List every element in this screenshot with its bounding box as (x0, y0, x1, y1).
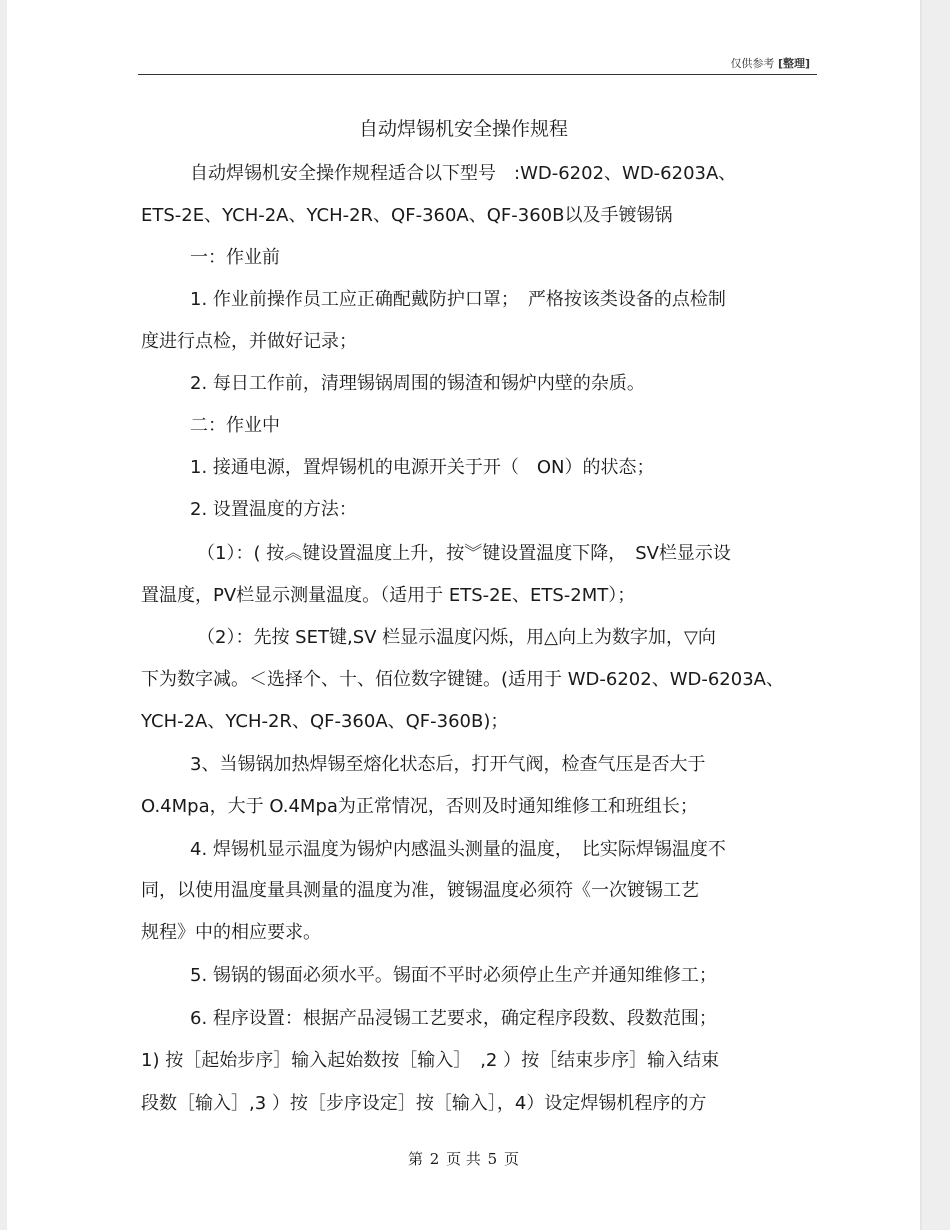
body-line: 2. 每日工作前，清理锡锅周围的锡渣和锡炉内壁的杂质。 (190, 373, 645, 394)
body-line: 1. 接通电源，置焊锡机的电源开关于开（ ON）的状态； (190, 457, 655, 478)
section-heading-before-work: 一：作业前 (190, 247, 280, 268)
body-line: ETS-2E、YCH-2A、YCH-2R、QF-360A、QF-360B以及手镀锡锅 (141, 205, 673, 226)
body-line: （2）：先按 SET键,SV 栏显示温度闪烁，用△向上为数字加，▽向 (197, 627, 716, 648)
body-line: 自动焊锡机安全操作规程适合以下型号 :WD-6202、WD-6203A、 (190, 163, 737, 184)
footer-suffix: 页 (504, 1150, 520, 1168)
page-footer (7, 1148, 920, 1169)
body-line: 6. 程序设置：根据产品浸锡工艺要求，确定程序段数、段数范围； (190, 1008, 717, 1029)
body-line: 3、当锡锅加热焊锡至熔化状态后，打开气阀，检查气压是否大于 (190, 754, 706, 775)
footer-page-number: 2 (429, 1150, 440, 1168)
body-line: 1. 作业前操作员工应正确配戴防护口罩； 严格按该类设备的点检制 (190, 289, 726, 310)
body-line: 5. 锡锅的锡面必须水平。锡面不平时必须停止生产并通知维修工； (190, 965, 717, 986)
body-line: 规程》中的相应要求。 (141, 922, 321, 943)
body-line: 置温度，PV栏显示测量温度。（适用于 ETS-2E、ETS-2MT）； (141, 585, 636, 606)
footer-prefix: 第 (407, 1150, 423, 1168)
body-line: 度进行点检，并做好记录； (141, 331, 357, 352)
footer-middle: 页 共 (446, 1150, 481, 1168)
body-line: 2. 设置温度的方法： (190, 499, 357, 520)
footer-total-pages: 5 (487, 1150, 498, 1168)
header-divider (138, 74, 817, 75)
body-line: 段数［输入］,3 ）按［步序设定］按［输入］，4）设定焊锡机程序的方 (141, 1093, 707, 1114)
body-line: 4. 焊锡机显示温度为锡炉内感温头测量的温度， 比实际焊锡温度不 (190, 839, 726, 860)
body-line: 1) 按［起始步序］输入起始数按［输入］ ,2 ）按［结束步序］输入结束 (141, 1050, 720, 1071)
body-line: 下为数字减。＜选择个、十、佰位数字键键。(适用于 WD-6202、WD-6203A、 (141, 669, 784, 690)
document-title: 自动焊锡机安全操作规程 (358, 118, 568, 140)
section-heading-during-work: 二：作业中 (190, 415, 280, 436)
document-page (7, 0, 920, 1230)
body-line: O.4Mpa，大于 O.4Mpa为正常情况，否则及时通知维修工和班组长； (141, 796, 698, 817)
body-line: 同，以使用温度量具测量的温度为准，镀锡温度必须符《一次镀锡工艺 (141, 880, 699, 901)
body-line: （1）：( 按︽键设置温度上升，按︾键设置温度下降， SV栏显示设 (197, 543, 731, 564)
header-note (730, 55, 810, 71)
body-line: YCH-2A、YCH-2R、QF-360A、QF-360B)； (141, 711, 509, 732)
header-note-tag: [整理] (777, 57, 810, 70)
header-note-text: 仅供参考 (730, 57, 775, 70)
